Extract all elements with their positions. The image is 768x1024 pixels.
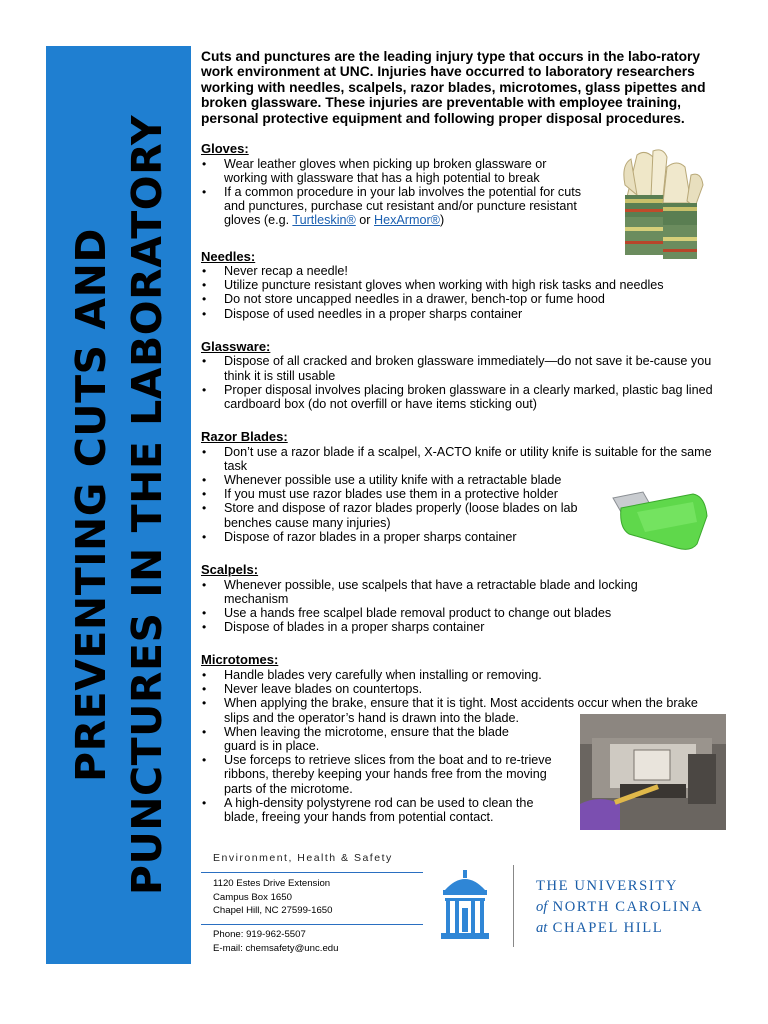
- list-item: • Do not store uncapped needles in a drawer, bench-top or fume hood: [201, 292, 726, 306]
- list-item: • Use a hands free scalpel blade removal product to change out blades: [201, 606, 726, 620]
- address-line: Campus Box 1650: [213, 891, 292, 903]
- glassware-heading: Glassware:: [201, 338, 271, 354]
- unc-wordmark: [536, 876, 703, 939]
- razor-blade-holder-image: [607, 478, 711, 558]
- unc-line-3-text: CHAPEL HILL: [547, 920, 664, 936]
- list-item: • Dispose of blades in a proper sharps container: [201, 620, 726, 634]
- vertical-title: [63, 75, 175, 935]
- list-item: • Dispose of used needles in a proper sharps container: [201, 307, 726, 321]
- list-item: • Never recap a needle!: [201, 264, 726, 278]
- microtomes-heading: Microtomes:: [201, 652, 279, 668]
- unc-line-2: [536, 897, 703, 918]
- list-item-text: If a common procedure in your lab involves the potential for cuts and punctures, purchase cut resistant and/or puncture resistant gloves (e.g.: [224, 184, 582, 228]
- microtome-icon: [580, 714, 726, 830]
- gloves-icon: [607, 145, 713, 265]
- address-block: [213, 877, 332, 918]
- razor-blade-icon: [607, 478, 711, 558]
- department-name: Environment, Health & Safety: [213, 852, 393, 864]
- list-item: • If you must use razor blades use them in a protective holder: [201, 487, 726, 501]
- title-line-1: PREVENTING CUTS AND: [66, 228, 115, 782]
- old-well-logo: [437, 868, 493, 944]
- vertical-separator: [513, 865, 514, 947]
- razor-blades-heading: Razor Blades:: [201, 429, 288, 445]
- list-item: • Use forceps to retrieve slices from the boat and to re-trieve ribbons, thereby keeping your hands free from the moving parts of the microtome.: [201, 753, 726, 796]
- unc-line-2-text: NORTH CAROLINA: [547, 899, 704, 915]
- list-item: • Don’t use a razor blade if a scalpel, X-ACTO knife or utility knife is suitable for the same task: [201, 445, 726, 473]
- list-item: • Dispose of all cracked and broken glassware immediately—do not save it be-cause you think it is still usable: [201, 354, 726, 382]
- gloves-heading: Gloves:: [201, 141, 249, 157]
- microtome-image: [580, 714, 726, 830]
- glassware-section: [201, 340, 726, 411]
- needles-heading: Needles:: [201, 248, 256, 264]
- list-item: • Proper disposal involves placing broken glassware in a clearly marked, plastic bag lined cardboard box (do not overfill or have items sticking out): [201, 383, 726, 411]
- list-item: • Wear leather gloves when picking up broken glassware or working with glassware that has a high potential to break: [201, 157, 726, 185]
- phone-text: Phone: 919-962-5507: [213, 929, 306, 940]
- scalpels-section: [201, 563, 726, 634]
- unc-of: of: [536, 899, 548, 915]
- old-well-icon: [437, 868, 493, 944]
- list-item: • Dispose of razor blades in a proper sharps container: [201, 530, 726, 544]
- address-line: 1120 Estes Drive Extension: [213, 878, 331, 889]
- unc-line-1: THE UNIVERSITY: [536, 878, 678, 894]
- list-item-text: ): [439, 213, 445, 228]
- list-item: • When applying the brake, ensure that it is tight. Most accidents occur when the brake slips and the operator’s hand is drawn into the blade.: [201, 696, 726, 724]
- list-item: • Whenever possible use a utility knife with a retractable blade: [201, 473, 726, 487]
- address-line: Chapel Hill, NC 27599-1650: [213, 905, 333, 916]
- intro-paragraph: Cuts and punctures are the leading injury type that occurs in the labo-ratory work environment at UNC. Injuries have occurred to laboratory researchers working with needles, scalpels, razor blades, microtomes, glass pipettes and broken glassware. These injuries are preventable with employee training, personal protective equipment and following proper disposal procedures.: [201, 49, 706, 126]
- turtleskin-link[interactable]: Turtleskin®: [292, 213, 356, 228]
- title-line-2: PUNCTURES IN THE LABORATORY: [122, 114, 171, 896]
- leather-gloves-image: [607, 145, 713, 265]
- list-item: • When leaving the microtome, ensure that the blade guard is in place.: [201, 725, 726, 753]
- list-item: • Whenever possible, use scalpels that have a retractable blade and locking mechanism: [201, 578, 726, 606]
- sidebar-banner: [46, 46, 191, 964]
- list-item: • Store and dispose of razor blades properly (loose blades on lab benches cause many injuries): [201, 501, 726, 529]
- list-item: • A high-density polystyrene rod can be used to clean the blade, freeing your hands from potential contact.: [201, 796, 726, 824]
- divider: [201, 924, 423, 925]
- unc-line-3: [536, 918, 703, 939]
- list-item-text: or: [355, 213, 374, 228]
- divider: [201, 872, 423, 873]
- email-text: E-mail: chemsafety@unc.edu: [213, 942, 339, 954]
- hexarmor-link[interactable]: HexArmor®: [373, 213, 440, 228]
- unc-at: at: [536, 920, 548, 936]
- contact-block: [213, 928, 338, 955]
- scalpels-heading: Scalpels:: [201, 562, 259, 578]
- list-item: • Utilize puncture resistant gloves when working with high risk tasks and needles: [201, 278, 726, 292]
- list-item: • Handle blades very carefully when installing or removing.: [201, 668, 726, 682]
- footer: [201, 850, 726, 964]
- list-item: • Never leave blades on countertops.: [201, 682, 726, 696]
